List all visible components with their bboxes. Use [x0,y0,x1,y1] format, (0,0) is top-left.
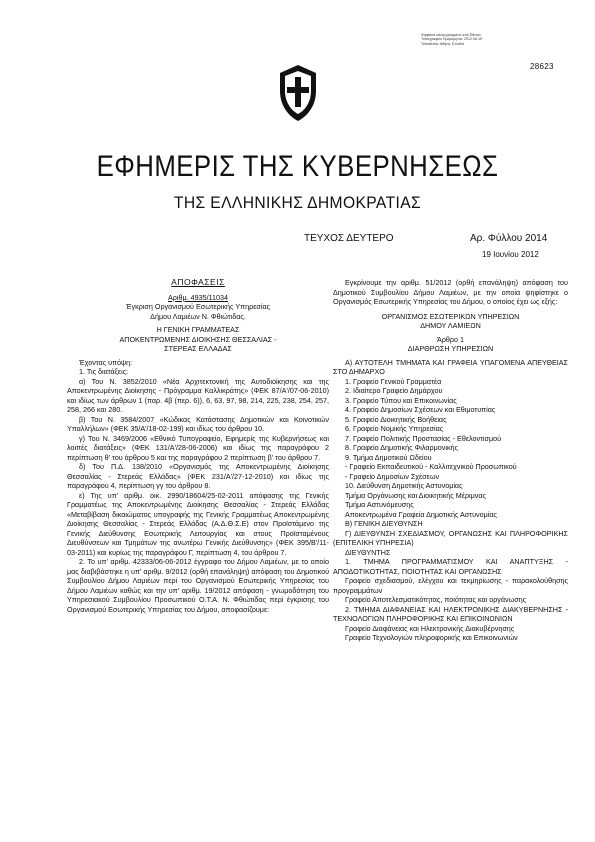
list-item: Γραφείο Αποτελεσματικότητας, ποιότητας και οργάνωσης [345,595,527,604]
list-item: 2. ΤΜΗΜΑ ΔΙΑΦΑΝΕΙΑΣ ΚΑΙ ΗΛΕΚΤΡΟΝΙΚΗΣ ΔΙΑΚΥΒΕΡΝΗΣΗΣ - ΤΕΧΝΟΛΟΓΙΩΝ ΠΛΗΡΟΦΟΡΙΚΗΣ ΚΑΙ ΕΠΙΚΟΙΝΩΝΙΩΝ [333,604,568,623]
section-title: ΑΠΟΦΑΣΕΙΣ [171,277,225,287]
section-heading: Γ) ΔΙΕΥΘΥΝΣΗ ΣΧΕΔΙΑΣΜΟΥ, ΟΡΓΑΝΩΣΗΣ ΚΑΙ ΠΛΗΡΟΦΟΡΙΚΗΣ (ΕΠΙΤΕΛΙΚΗ ΥΠΗΡΕΣΙΑ) [333,528,568,547]
list-item: 10. Διεύθυνση Δημοτικής Αστυνομίας [345,481,463,490]
article-number: Άρθρο 1 [437,334,464,344]
section-heading: Α) ΑΥΤΟΤΕΛΗ ΤΜΗΜΑΤΑ ΚΑΙ ΓΡΑΦΕΙΑ ΥΠΑΓΟΜΕΝΑ ΑΠΕΥΘΕΙΑΣ ΣΤΟ ΔΗΜΑΡΧΟ [333,357,568,376]
authority-line: ΣΤΕΡΕΑΣ ΕΛΛΑΔΑΣ [164,344,232,353]
paragraph: γ) Του Ν. 3469/2006 «Εθνικό Τυπογραφείο, Εφημερίς της Κυβερνήσεως και λοιπές διατάξεις» (ΦΕΚ 131/Α'/28-06-2006) και ιδίως της παραγράφου 2 περίπτωση θ' του άρθρου 5 και της παραγράφου 2 περίπτωση β' του άρθρου 7. [67,433,329,462]
greek-emblem-icon [276,63,320,123]
considering-label: Έχοντας υπόψη: [79,357,133,367]
list-item: - Γραφείο Δημοσίων Σχέσεων [345,471,440,481]
director-label: ΔΙΕΥΘΥΝΤΗΣ [345,547,391,557]
digital-signature: Ψηφιακά υπογεγραμμένο από Εθνικό Τυπογραφείο Ημερομηνία: 2012.06.19 Τοποθεσία: Αθήνα, Ελλάδα [421,33,482,46]
list-item: 1. Γραφείο Γενικού Γραμματέα [345,376,442,386]
publication-date: 19 Ιουνίου 2012 [482,250,539,259]
list-item: 5. Γραφείο Διοικητικής Βοήθειας [345,414,447,424]
decision-subject-line: Δήμου Λαμιέων Ν. Φθιώτιδας. [150,311,246,321]
list-item: 6. Γραφείο Νομικής Υπηρεσίας [345,424,444,433]
gazette-title: ΕΦΗΜΕΡΙΣ ΤΗΣ ΚΥΒΕΡΝΗΣΕΩΣ [96,150,499,183]
list-item: Γραφείο σχεδιασμού, ελέγχου και τεκμηρίωσης - παρακολούθησης προγραμμάτων [333,576,568,595]
list-item: 8. Γραφείο Δημοτικής Φιλαρμονικής [345,443,459,452]
gazette-subtitle: ΤΗΣ ΕΛΛΗΝΙΚΗΣ ΔΗΜΟΚΡΑΤΙΑΣ [173,193,422,212]
list-item: Τμήμα Αστυνόμευσης [345,500,414,509]
paragraph: δ) Του Π.Δ. 138/2010 «Οργανισμός της Αποκεντρωμένης Διοίκησης Θεσσαλίας - Στερεάς Ελλάδας» (ΦΕΚ 231/Α'/27-12-2010) και ιδίως της παραγράφου 4, περίπτωση γγ του άρθρου 8. [67,462,329,490]
list-item: 4. Γραφείο Δημοσίων Σχέσεων και Εθιμοτυπίας [345,405,496,414]
paragraph: β) Του Ν. 3584/2007 «Κώδικας Κατάστασης Δημοτικών και Κοινοτικών Υπαλλήλων» (ΦΕΚ 35/Α'/18-02-199) και ιδίως του άρθρου 10. [67,414,329,433]
org-title: ΟΡΓΑΝΙΣΜΟΣ ΕΣΩΤΕΡΙΚΩΝ ΥΠΗΡΕΣΙΩΝ [381,311,520,321]
list-item: Γραφείο Τεχνολογιών πληροφορικής και Επικοινωνιών [345,633,518,642]
section-heading: Β) ΓΕΝΙΚΗ ΔΙΕΥΘΥΝΣΗ [345,519,423,528]
decision-number: Αριθμ. 4935/11034 [167,292,229,302]
right-column [333,278,568,643]
decision-subject-line: Έγκριση Οργανισμού Εσωτερικής Υπηρεσίας [125,302,271,311]
page-number: 28623 [530,62,554,71]
paragraph: 2. Το υπ' αριθμ. 42333/06-06-2012 έγγραφο του Δήμου Λαμιέων, με το οποίο μας διαβιβάστηκε η υπ' αριθμ. 9/2012 (ορθή επανάληψη) απόφαση του Δημοτικού Συμβουλίου Δήμου Λαμιέων περί του Οργανισμού Εσωτερικής Υπηρεσίας του Δήμου Λαμιέων καθώς και την υπ' αριθμ. 19/2012 απόφαση - γνωμοδότηση του Υπηρεσιακού Συμβουλίου Προσωπικού Ο.Τ.Α. Ν. Φθιώτιδας περί έγκρισης του Οργανισμού Εσωτερικής Υπηρεσίας του Δήμου, αποφασίζουμε: [67,557,329,614]
list-item: 1. ΤΜΗΜΑ ΠΡΟΓΡΑΜΜΑΤΙΣΜΟΥ ΚΑΙ ΑΝΑΠΤΥΞΗΣ - ΑΠΟΔΟΤΙΚΟΤΗΤΑΣ, ΠΟΙΟΤΗΤΑΣ ΚΑΙ ΟΡΓΑΝΩΣΗΣ [333,557,568,576]
sheet-number: Αρ. Φύλλου 2014 [470,233,548,244]
list-item: 7. Γραφείο Πολιτικής Προστασίας - Εθελοντισμού [345,433,502,443]
list-item: 9. Τμήμα Δημοτικού Ωδείου [345,452,432,462]
list-item: - Γραφείο Εκπαιδευτικού - Καλλιτεχνικού Προσωπικού [345,462,517,471]
intro-paragraph: Εγκρίνουμε την αριθμ. 51/2012 (ορθή επανάληψη) απόφαση του Δημοτικού Συμβουλίου Δήμου Λαμιέων, με την οποία ψηφίστηκε ο Οργανισμός Εσωτερικής Υπηρεσίας του Δήμου, ο οποίος έχει ως εξής: [333,278,568,306]
list-item: Αποκεντρωμένα Γραφεία Δημοτικής Αστυνομίας [345,509,497,519]
authority-line: ΑΠΟΚΕΝΤΡΩΜΕΝΗΣ ΔΙΟΙΚΗΣΗΣ ΘΕΣΣΑΛΙΑΣ - [119,334,277,344]
paragraph: 1. Τις διατάξεις: [79,367,129,376]
org-title: ΔΗΜΟΥ ΛΑΜΙΕΩΝ [420,321,481,330]
left-column [67,278,329,614]
list-item: Τμήμα Οργάνωσης και Διοικητικής Μέριμνας [345,490,486,500]
list-item: 2. Ιδιαίτερο Γραφείο Δημάρχου [345,386,443,395]
list-item: 3. Γραφείο Τύπου και Επικοινωνίας [345,395,457,405]
article-title: ΔΙΑΡΘΡΩΣΗ ΥΠΗΡΕΣΙΩΝ [407,344,494,353]
issue-label: ΤΕΥΧΟΣ ΔΕΥΤΕΡΟ [304,233,394,244]
paragraph: ε) Της υπ' αριθμ. οικ. 2990/18604/25-02-2011 απόφασης της Γενικής Γραμματέως της Αποκεντρωμένης Διοίκησης Θεσσαλίας - Στερεάς Ελλάδας «Μεταβίβαση δικαιώματος υπογραφής της Γενικής Γραμματέως Αποκεντρωμένης Διοίκησης Θεσσαλίας - Στερεάς Ελλάδας (Α.Δ.Θ.Σ.Ε) στον Προϊστάμενο της Γενικής Διεύθυνσης Εσωτερικής Λειτουργίας και στους Προϊσταμένους Διευθύνσεων και Τμημάτων της ανωτέρω Γενικής Διεύθυνσης» (ΦΕΚ 395/Β'/11-03-2011) και κυρίως της παραγράφου Γ, περίπτωση 4, του άρθρου 7. [67,490,329,557]
paragraph: α) Του Ν. 3852/2010 «Νέα Αρχιτεκτονική της Αυτοδιοίκησης και της Αποκεντρωμένης Διοίκησης - Πρόγραμμα Καλλικράτης» (ΦΕΚ 87/Α'/07-06-2010) και ιδίως των άρθρων 1 (παρ. 4β (περ. 6)), 6, 63, 97, 98, 214, 225, 238, 254, 257, 258, 266 και 280. [67,376,329,414]
authority-line: Η ΓΕΝΙΚΗ ΓΡΑΜΜΑΤΕΑΣ [156,325,240,334]
list-item: Γραφείο Διαφάνειας και Ηλεκτρονικής Διακυβέρνησης [345,623,515,633]
